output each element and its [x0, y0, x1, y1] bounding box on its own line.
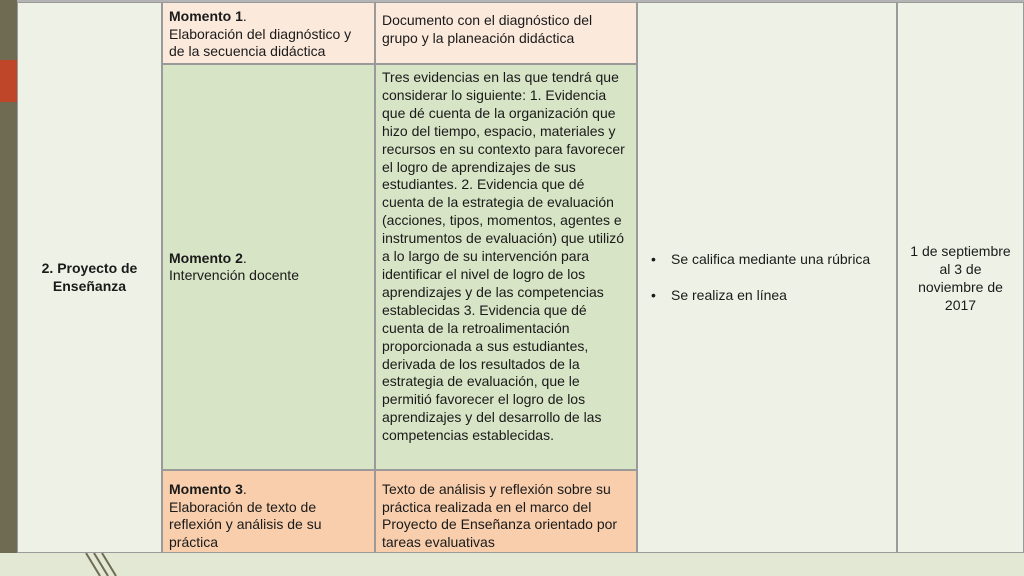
moment-3-evidence-cell: [375, 470, 637, 553]
area-label: 2. Proyecto de Enseñanza: [41, 260, 138, 294]
moment-2-evidence: Tres evidencias en las que tendrá que considerar lo siguiente: 1. Evidencia que dé cuenta de la organización que hizo del tiempo, espacio, materiales y recursos en su contexto para favorecer el logro de aprendizajes de sus estudiantes. 2. Evidencia que dé cuenta de la estrategia de evaluación (acciones, tipos, momentos, agentes e instrumentos de evaluación) que utilizó a lo largo de su intervención para identificar el nivel de logro de los aprendizajes y de las competencias establecidas 3. Evidencia que dé cuenta de la retroalimentación proporcionada a sus estudiantes, derivada de los resultados de la estrategia de evaluación, que le permitió favorecer el logro de los aprendizajes y del desarrollo de las competencias establecidas.: [382, 69, 625, 444]
moment-2-suffix: .: [242, 249, 247, 266]
moment-3-evidence: Texto de análisis y reflexión sobre su práctica realizada en el marco del Proyecto de Enseñanza orientado por tareas evaluativas: [382, 481, 618, 550]
moment-3-suffix: .: [242, 481, 247, 497]
diagonal-stripes-decor: [82, 553, 130, 576]
moment-3-name: Elaboración de texto de reflexión y análisis de su práctica: [169, 498, 322, 550]
moment-2-evidence-cell: [375, 64, 637, 470]
dates-cell: [897, 2, 1024, 553]
evaluation-text: Se realiza en línea: [671, 286, 787, 303]
moment-2-cell: [162, 64, 375, 470]
moment-1-suffix: .: [242, 8, 247, 24]
slide: [17, 0, 1024, 553]
moment-1-cell: [162, 2, 375, 64]
evaluation-cell: [637, 2, 897, 553]
moment-1-title: Momento 1: [169, 8, 243, 24]
dates-text: 1 de septiembre al 3 de noviembre de 2017: [910, 242, 1011, 313]
moment-3-cell: [162, 470, 375, 553]
bullet-icon: •: [651, 286, 656, 303]
evaluation-text: Se califica mediante una rúbrica: [671, 251, 871, 267]
moment-1-evidence: Documento con el diagnóstico del grupo y la planeación didáctica: [382, 12, 593, 46]
moment-2-title: Momento 2: [169, 249, 243, 266]
evaluation-list: [648, 243, 886, 312]
moment-2-name: Intervención docente: [169, 267, 299, 283]
evaluation-item: [648, 251, 886, 269]
bottom-decor-band: [0, 553, 1024, 576]
area-cell: [17, 2, 162, 553]
moment-3-title: Momento 3: [169, 481, 243, 497]
left-accent-block: [0, 60, 17, 102]
evaluation-item: [648, 287, 886, 305]
moment-1-evidence-cell: [375, 2, 637, 64]
moment-1-name: Elaboración del diagnóstico y de la secuencia didáctica: [169, 25, 352, 59]
bullet-icon: •: [651, 251, 656, 267]
